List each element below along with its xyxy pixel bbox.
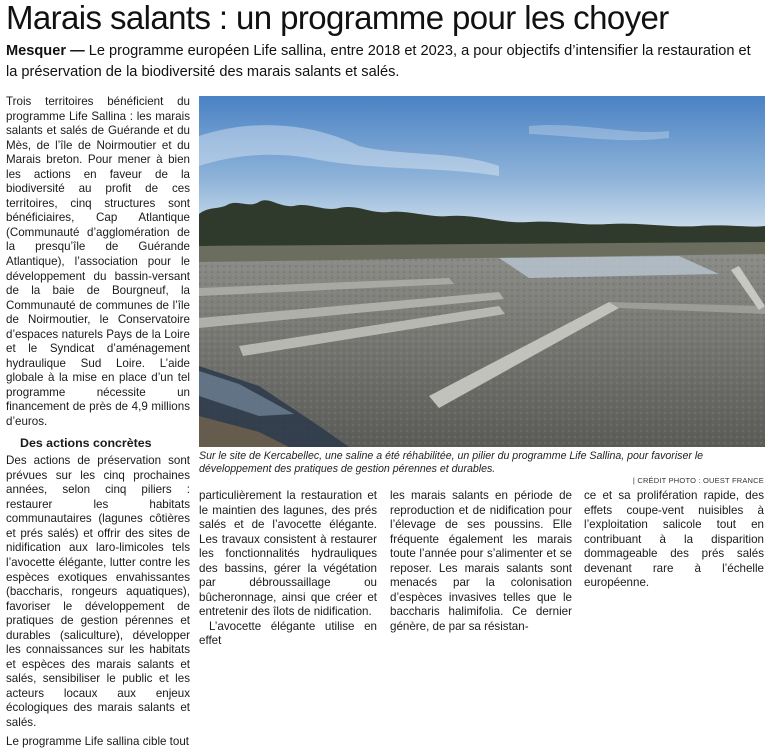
lead-text: Le programme européen Life sallina, entre 2018 et 2023, a pour objectifs d’intensifier la restauration et la préservation de la biodiversité des marais salants et salés. [6, 43, 751, 80]
dateline: Mesquer — [6, 43, 85, 59]
text-column-1 [6, 95, 190, 749]
article-photo [199, 96, 765, 447]
paragraph: Trois territoires bénéficient du programme Life Sallina : les marais salants et salés de Guérande et du Mès, de l’île de Noirmoutier et du Marais breton. Pour mener à bien les actions en faveur de la biodiversité au profit de ces territoires, cinq structures sont bénéficiaires, Cap Atlantique (Communauté d’agglomération de la presqu’île de Guérande Atlantique), l’association pour le développement du bassin-versant de la baie de Bourgneuf, la Communauté de communes de l’île de Noirmoutier, le Conservatoire d’espaces naturels Pays de la Loire et le Syndicat d’aménagement hydraulique Sud Loire. L’aide globale à la mise en place d’un tel programme nécessite un financement de près de 4,9 millions d’euros. [6, 95, 190, 429]
text-column-2 [199, 489, 377, 649]
photo-credit: | CRÉDIT PHOTO : OUEST FRANCE [632, 476, 764, 485]
text-column-3 [390, 489, 572, 634]
paragraph: les marais salants en période de reproduction et de nidification pour l’élevage de ses poussins. Elle fréquente également les marais toute l’année pour s’alimenter et se reposer. Les marais salants sont menacés par la colonisation d’espèces invasives telles que le baccharis halimifolia. Ce dernier génère, de par sa résistan- [390, 489, 572, 633]
paragraph: Des actions de préservation sont prévues sur les cinq prochaines années, selon cinq piliers : restaurer les habitats communautaires (lagunes côtières et prés salés) et offrir des sites de nidification aux laro-limicoles tels l’avocette élégante, lutter contre les espèces exotiques envahissantes (baccharis, rongeurs aquatiques), favoriser le développement de pratiques de gestion pérennes et durables (saliculture), développer les connaissances sur les habitats et espèces des marais salants et salés, sensibiliser le public et les acteurs locaux aux enjeux écologiques des marais salants et salés. [6, 454, 190, 729]
paragraph: L’avocette élégante utilise en effet [199, 619, 377, 648]
paragraph: ce et sa prolifération rapide, des effets coupe-vent nuisibles à l’exploitation salicole tout en contribuant à la disparition dommageable des prés salés devenant rare à l’échelle européenne. [584, 489, 764, 590]
subheading: Des actions concrètes [20, 435, 152, 450]
salt-marsh-photo [199, 96, 765, 447]
text-column-4 [584, 489, 764, 591]
paragraph: Le programme Life sallina cible tout [6, 734, 190, 748]
article-lead [6, 41, 762, 83]
paragraph: particulièrement la restauration et le maintien des lagunes, des prés salés et de l’avocette élégante. Les travaux consistent à restaurer les fonctionnalités hydrauliques des bassins, gérer la végétation par débroussaillage ou bûcheronnage, ainsi que créer et entretenir des îlots de nidification. [199, 489, 377, 619]
article-headline: Marais salants : un programme pour les choyer [6, 0, 669, 36]
photo-caption: Sur le site de Kercabellec, une saline a été réhabilitée, un pilier du programme Life Sallina, pour favoriser le développement des pratiques de gestion pérennes et durables. [199, 450, 704, 475]
